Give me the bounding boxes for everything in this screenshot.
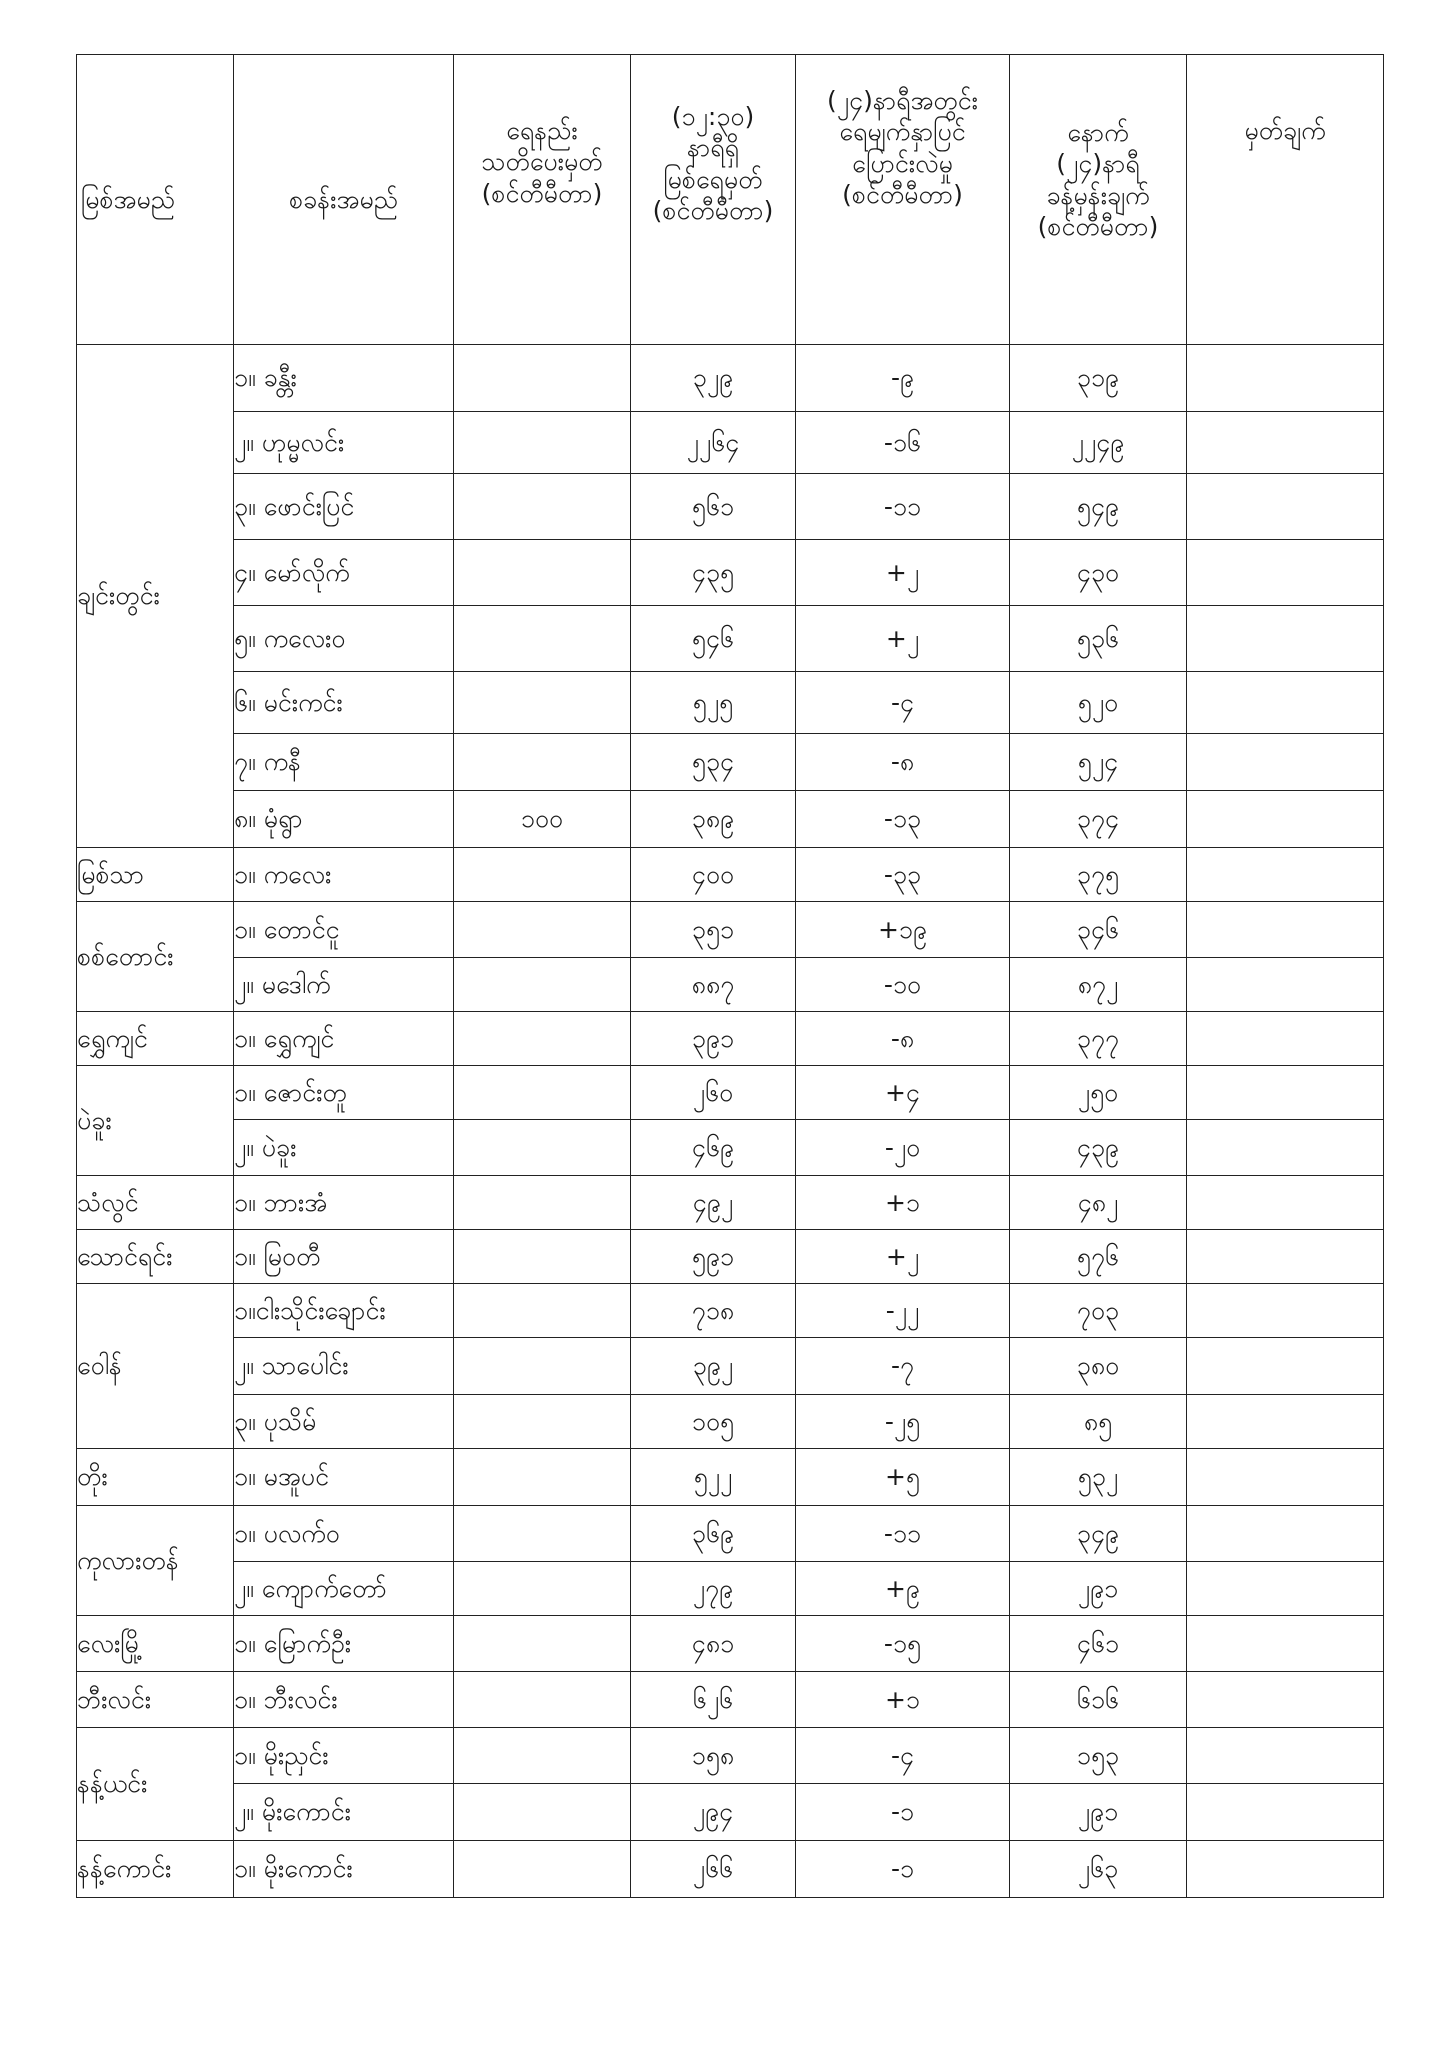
forecast-cell: ၃၇၄ [1010, 791, 1187, 848]
station-name-cell: ၁။ ဘားအံ [234, 1176, 454, 1230]
table-row [77, 958, 1384, 1012]
header-line: သတိပေးမှတ် [481, 147, 603, 177]
forecast-cell: ၅၂၀ [1010, 672, 1187, 734]
change-cell: -၄ [796, 1728, 1010, 1784]
table-row [77, 1784, 1384, 1841]
remarks-cell [1187, 1012, 1384, 1066]
river-name-cell: သံလွင် [77, 1176, 234, 1230]
table-row [77, 1230, 1384, 1284]
water-level-header [631, 55, 796, 345]
water-level-cell: ၆၂၆ [631, 1672, 796, 1728]
remarks-cell [1187, 1841, 1384, 1898]
remarks-cell [1187, 1284, 1384, 1338]
remarks-cell [1187, 345, 1384, 412]
change-cell: -၁၀ [796, 958, 1010, 1012]
remarks-cell [1187, 1506, 1384, 1562]
station-name-cell: ၁။ ပလက်ဝ [234, 1506, 454, 1562]
station-name-cell: ၁။ ဘီးလင်း [234, 1672, 454, 1728]
table-row [77, 902, 1384, 958]
forecast-cell: ၃၇၅ [1010, 848, 1187, 902]
table-row [77, 606, 1384, 672]
water-level-cell: ၂၂၆၄ [631, 412, 796, 474]
station-name-cell: ၁။ မိုးကောင်း [234, 1841, 454, 1898]
river-name-header: မြစ်အမည် [77, 55, 234, 345]
danger-level-cell [454, 606, 631, 672]
table-row [77, 791, 1384, 848]
table-row [77, 1284, 1384, 1338]
change-cell: +၁ [796, 1672, 1010, 1728]
header-line: ရေမျက်နှာပြင် [839, 117, 966, 147]
danger-level-cell [454, 345, 631, 412]
station-name-cell: ၂။ ပဲခူး [234, 1120, 454, 1176]
station-name-cell: ၁။ ခန္တီး [234, 345, 454, 412]
change-cell: -၈ [796, 1012, 1010, 1066]
forecast-cell: ၂၅၀ [1010, 1066, 1187, 1120]
station-name-cell: ၃။ ဖောင်းပြင် [234, 474, 454, 540]
station-name-cell: ၈။ မုံရွာ [234, 791, 454, 848]
forecast-cell: ၅၄၉ [1010, 474, 1187, 540]
change-cell: -၁ [796, 1784, 1010, 1841]
river-name-cell: တိုး [77, 1449, 234, 1506]
water-level-cell: ၈၈၇ [631, 958, 796, 1012]
table-row [77, 474, 1384, 540]
station-name-cell: ၁။ငါးသိုင်းချောင်း [234, 1284, 454, 1338]
river-name-cell: ဝေါန် [77, 1284, 234, 1449]
change-cell: -၉ [796, 345, 1010, 412]
water-level-cell: ၅၃၄ [631, 734, 796, 791]
change-cell: -၁၆ [796, 412, 1010, 474]
station-name-header: စခန်းအမည် [234, 55, 454, 345]
forecast-cell: ၂၉၁ [1010, 1784, 1187, 1841]
station-name-cell: ၇။ ကနီ [234, 734, 454, 791]
remarks-cell [1187, 540, 1384, 606]
remarks-cell [1187, 474, 1384, 540]
forecast-cell: ၄၈၂ [1010, 1176, 1187, 1230]
forecast-cell: ၄၃၀ [1010, 540, 1187, 606]
header-line: ခန့်မှန်းချက် [1046, 180, 1150, 210]
danger-level-cell [454, 412, 631, 474]
change-cell: +၂ [796, 540, 1010, 606]
remarks-cell [1187, 1784, 1384, 1841]
water-level-cell: ၅၄၆ [631, 606, 796, 672]
table-row [77, 672, 1384, 734]
header-line: (စင်တီမီတာ) [481, 178, 603, 208]
table-row [77, 734, 1384, 791]
station-name-cell: ၂။ ဟုမ္မလင်း [234, 412, 454, 474]
water-level-table [76, 54, 1384, 1898]
water-level-cell: ၂၉၄ [631, 1784, 796, 1841]
remarks-cell [1187, 1120, 1384, 1176]
danger-level-cell: ၁၀၀ [454, 791, 631, 848]
water-level-cell: ၄၆၉ [631, 1120, 796, 1176]
station-name-cell: ၁။ မအူပင် [234, 1449, 454, 1506]
header-line: (စင်တီမီတာ) [842, 179, 963, 209]
danger-level-cell [454, 672, 631, 734]
station-name-cell: ၃။ ပုသိမ် [234, 1395, 454, 1449]
table-row [77, 1120, 1384, 1176]
forecast-cell: ၅၃၂ [1010, 1449, 1187, 1506]
table-row [77, 345, 1384, 412]
danger-level-cell [454, 1728, 631, 1784]
table-row [77, 1672, 1384, 1728]
forecast-header [1010, 55, 1187, 345]
header-row [77, 55, 1384, 345]
station-name-cell: ၁။ မိုးညှင်း [234, 1728, 454, 1784]
table-row [77, 540, 1384, 606]
station-name-cell: ၄။ မော်လိုက် [234, 540, 454, 606]
change-cell: -၁၅ [796, 1616, 1010, 1672]
table-row [77, 1338, 1384, 1395]
forecast-cell: ၇၀၃ [1010, 1284, 1187, 1338]
forecast-cell: ၄၃၉ [1010, 1120, 1187, 1176]
danger-level-cell [454, 1784, 631, 1841]
danger-level-cell [454, 1120, 631, 1176]
remarks-cell [1187, 902, 1384, 958]
forecast-cell: ၁၅၃ [1010, 1728, 1187, 1784]
water-level-cell: ၃၉၁ [631, 1012, 796, 1066]
change-cell: +၄ [796, 1066, 1010, 1120]
table-row [77, 1449, 1384, 1506]
header-line: နောက် [1067, 118, 1129, 147]
river-name-cell: နန့်ယင်း [77, 1728, 234, 1841]
water-level-cell: ၄၃၅ [631, 540, 796, 606]
river-name-cell: သောင်ရင်း [77, 1230, 234, 1284]
remarks-header: မှတ်ချက် [1187, 55, 1384, 345]
river-name-cell: ရွှေကျင် [77, 1012, 234, 1066]
change-cell: -၂၀ [796, 1120, 1010, 1176]
remarks-cell [1187, 672, 1384, 734]
danger-level-cell [454, 958, 631, 1012]
water-level-cell: ၄၈၁ [631, 1616, 796, 1672]
danger-level-cell [454, 1284, 631, 1338]
table-row [77, 1176, 1384, 1230]
forecast-cell: ၅၃၆ [1010, 606, 1187, 672]
header-line: (၂၄)နာရီအတွင်း [827, 86, 978, 115]
remarks-cell [1187, 958, 1384, 1012]
header-line: ရေနည်း [506, 116, 578, 145]
station-name-cell: ၅။ ကလေးဝ [234, 606, 454, 672]
remarks-cell [1187, 1395, 1384, 1449]
danger-level-cell [454, 734, 631, 791]
danger-level-cell [454, 902, 631, 958]
station-name-cell: ၁။ ရွှေကျင် [234, 1012, 454, 1066]
water-level-cell: ၇၁၈ [631, 1284, 796, 1338]
table-row [77, 1506, 1384, 1562]
table-row [77, 1562, 1384, 1616]
forecast-cell: ၈၅ [1010, 1395, 1187, 1449]
table-row [77, 848, 1384, 902]
remarks-cell [1187, 791, 1384, 848]
water-level-cell: ၅၂၂ [631, 1449, 796, 1506]
danger-level-cell [454, 1841, 631, 1898]
change-cell: +၂ [796, 1230, 1010, 1284]
water-level-cell: ၄၀၀ [631, 848, 796, 902]
table-row [77, 1012, 1384, 1066]
header-line: (စင်တီမီတာ) [1037, 211, 1159, 241]
forecast-cell: ၈၇၂ [1010, 958, 1187, 1012]
header-line: (စင်တီမီတာ) [652, 195, 774, 225]
danger-level-cell [454, 1395, 631, 1449]
header-line: (၂၄)နာရီ [1056, 149, 1140, 179]
table-row [77, 412, 1384, 474]
remarks-cell [1187, 1230, 1384, 1284]
river-name-cell: နန့်ကောင်း [77, 1841, 234, 1898]
water-level-cell: ၁၅၈ [631, 1728, 796, 1784]
river-name-cell: မြစ်သာ [77, 848, 234, 902]
forecast-cell: ၃၁၉ [1010, 345, 1187, 412]
remarks-cell [1187, 1672, 1384, 1728]
danger-level-cell [454, 1672, 631, 1728]
remarks-cell [1187, 1562, 1384, 1616]
water-level-cell: ၂၇၉ [631, 1562, 796, 1616]
water-level-cell: ၅၂၅ [631, 672, 796, 734]
change-cell: -၃၃ [796, 848, 1010, 902]
station-name-cell: ၂။ မိုးကောင်း [234, 1784, 454, 1841]
table-row [77, 1616, 1384, 1672]
station-name-cell: ၆။ မင်းကင်း [234, 672, 454, 734]
station-name-cell: ၁။ တောင်ငူ [234, 902, 454, 958]
river-name-cell: ကုလားတန် [77, 1506, 234, 1616]
danger-level-cell [454, 1176, 631, 1230]
danger-level-cell [454, 1066, 631, 1120]
station-name-cell: ၁။ မြဝတီ [234, 1230, 454, 1284]
remarks-cell [1187, 734, 1384, 791]
change-cell: -၄ [796, 672, 1010, 734]
change-cell: -၁၁ [796, 1506, 1010, 1562]
table-row [77, 1728, 1384, 1784]
remarks-cell [1187, 1338, 1384, 1395]
danger-level-cell [454, 848, 631, 902]
forecast-cell: ၃၈၀ [1010, 1338, 1187, 1395]
change-24h-header [796, 55, 1010, 345]
danger-level-cell [454, 540, 631, 606]
water-level-cell: ၃၅၁ [631, 902, 796, 958]
forecast-cell: ၄၆၁ [1010, 1616, 1187, 1672]
change-cell: +၁၉ [796, 902, 1010, 958]
header-line: နာရီရှိ [687, 133, 739, 163]
remarks-cell [1187, 1066, 1384, 1120]
remarks-cell [1187, 1176, 1384, 1230]
danger-level-header [454, 55, 631, 345]
station-name-cell: ၂။ သာပေါင်း [234, 1338, 454, 1395]
danger-level-cell [454, 474, 631, 540]
station-name-cell: ၁။ ဇောင်းတူ [234, 1066, 454, 1120]
change-cell: -၁၃ [796, 791, 1010, 848]
water-level-cell: ၃၂၉ [631, 345, 796, 412]
remarks-cell [1187, 606, 1384, 672]
change-cell: +၅ [796, 1449, 1010, 1506]
change-cell: -၁ [796, 1841, 1010, 1898]
remarks-cell [1187, 848, 1384, 902]
river-name-cell: လေးမြို့ [77, 1616, 234, 1672]
change-cell: -၈ [796, 734, 1010, 791]
river-name-cell: ချင်းတွင်း [77, 345, 234, 848]
remarks-cell [1187, 1449, 1384, 1506]
forecast-cell: ၃၄၆ [1010, 902, 1187, 958]
river-name-cell: ပဲခူး [77, 1066, 234, 1176]
water-level-cell: ၅၆၁ [631, 474, 796, 540]
forecast-cell: ၂၂၄၉ [1010, 412, 1187, 474]
table-row [77, 1395, 1384, 1449]
danger-level-cell [454, 1616, 631, 1672]
change-cell: +၁ [796, 1176, 1010, 1230]
change-cell: -၂၂ [796, 1284, 1010, 1338]
river-name-cell: စစ်တောင်း [77, 902, 234, 1012]
station-name-cell: ၁။ ကလေး [234, 848, 454, 902]
table-row [77, 1066, 1384, 1120]
danger-level-cell [454, 1230, 631, 1284]
water-level-cell: ၅၉၁ [631, 1230, 796, 1284]
forecast-cell: ၅၂၄ [1010, 734, 1187, 791]
water-level-cell: ၂၆၀ [631, 1066, 796, 1120]
station-name-cell: ၁။ မြောက်ဦး [234, 1616, 454, 1672]
forecast-cell: ၂၆၃ [1010, 1841, 1187, 1898]
danger-level-cell [454, 1012, 631, 1066]
remarks-cell [1187, 1728, 1384, 1784]
forecast-cell: ၃၄၉ [1010, 1506, 1187, 1562]
header-line: မြစ်ရေမှတ် [663, 164, 763, 194]
water-level-cell: ၂၆၆ [631, 1841, 796, 1898]
header-line: ပြောင်းလဲမှု [852, 148, 953, 178]
water-level-cell: ၄၉၂ [631, 1176, 796, 1230]
forecast-cell: ၃၇၇ [1010, 1012, 1187, 1066]
water-level-cell: ၃၆၉ [631, 1506, 796, 1562]
forecast-cell: ၅၇၆ [1010, 1230, 1187, 1284]
danger-level-cell [454, 1338, 631, 1395]
forecast-cell: ၆၁၆ [1010, 1672, 1187, 1728]
change-cell: +၉ [796, 1562, 1010, 1616]
change-cell: -၇ [796, 1338, 1010, 1395]
change-cell: -၂၅ [796, 1395, 1010, 1449]
change-cell: -၁၁ [796, 474, 1010, 540]
river-name-cell: ဘီးလင်း [77, 1672, 234, 1728]
change-cell: +၂ [796, 606, 1010, 672]
station-name-cell: ၂။ မဒေါက် [234, 958, 454, 1012]
water-level-cell: ၁၀၅ [631, 1395, 796, 1449]
danger-level-cell [454, 1506, 631, 1562]
remarks-cell [1187, 1616, 1384, 1672]
danger-level-cell [454, 1449, 631, 1506]
station-name-cell: ၂။ ကျောက်တော် [234, 1562, 454, 1616]
remarks-cell [1187, 412, 1384, 474]
table-row [77, 1841, 1384, 1898]
danger-level-cell [454, 1562, 631, 1616]
forecast-cell: ၂၉၁ [1010, 1562, 1187, 1616]
header-line: (၁၂:၃၀) [671, 102, 755, 131]
water-level-cell: ၃၉၂ [631, 1338, 796, 1395]
table-body [77, 345, 1384, 1898]
water-level-cell: ၃၈၉ [631, 791, 796, 848]
